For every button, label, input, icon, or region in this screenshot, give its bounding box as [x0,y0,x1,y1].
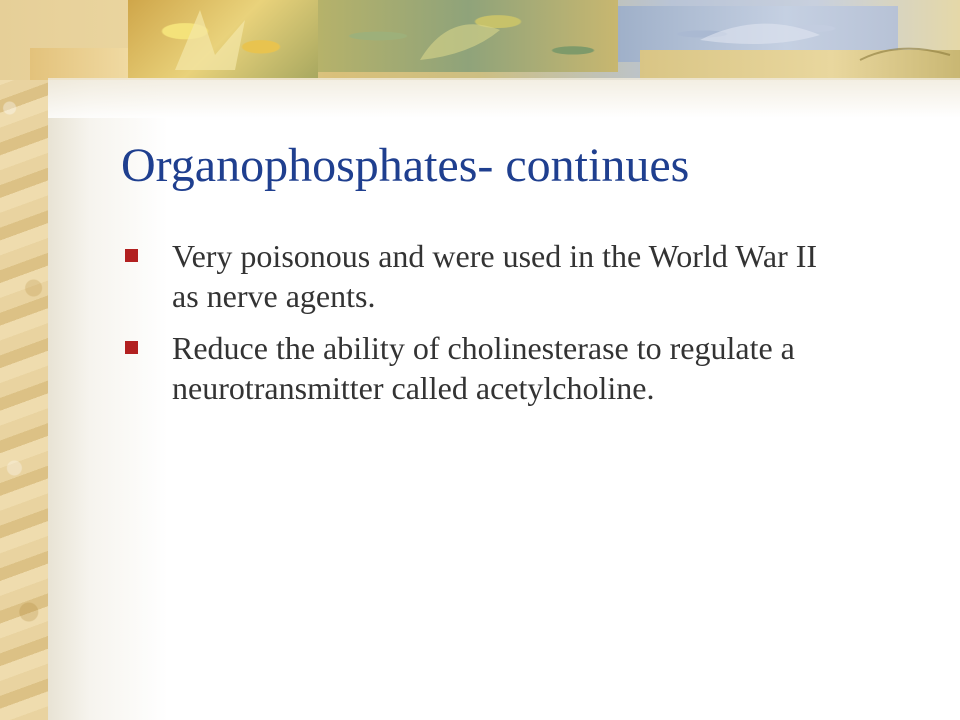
top-banner [0,0,960,80]
square-bullet-icon [125,341,138,354]
square-bullet-icon [125,249,138,262]
bullet-item [122,236,842,316]
bullet-list [122,236,842,420]
top-gradient-fade [48,78,960,118]
bullet-item [122,328,842,408]
leaf-decoration-icon [0,0,960,80]
bullet-text: Very poisonous and were used in the World War II as nerve agents. [172,238,818,314]
left-parchment-strip [0,0,48,720]
slide-title: Organophosphates- continues [121,139,690,192]
bullet-text: Reduce the ability of cholinesterase to regulate a neurotransmitter called acetylcholine. [172,330,795,406]
